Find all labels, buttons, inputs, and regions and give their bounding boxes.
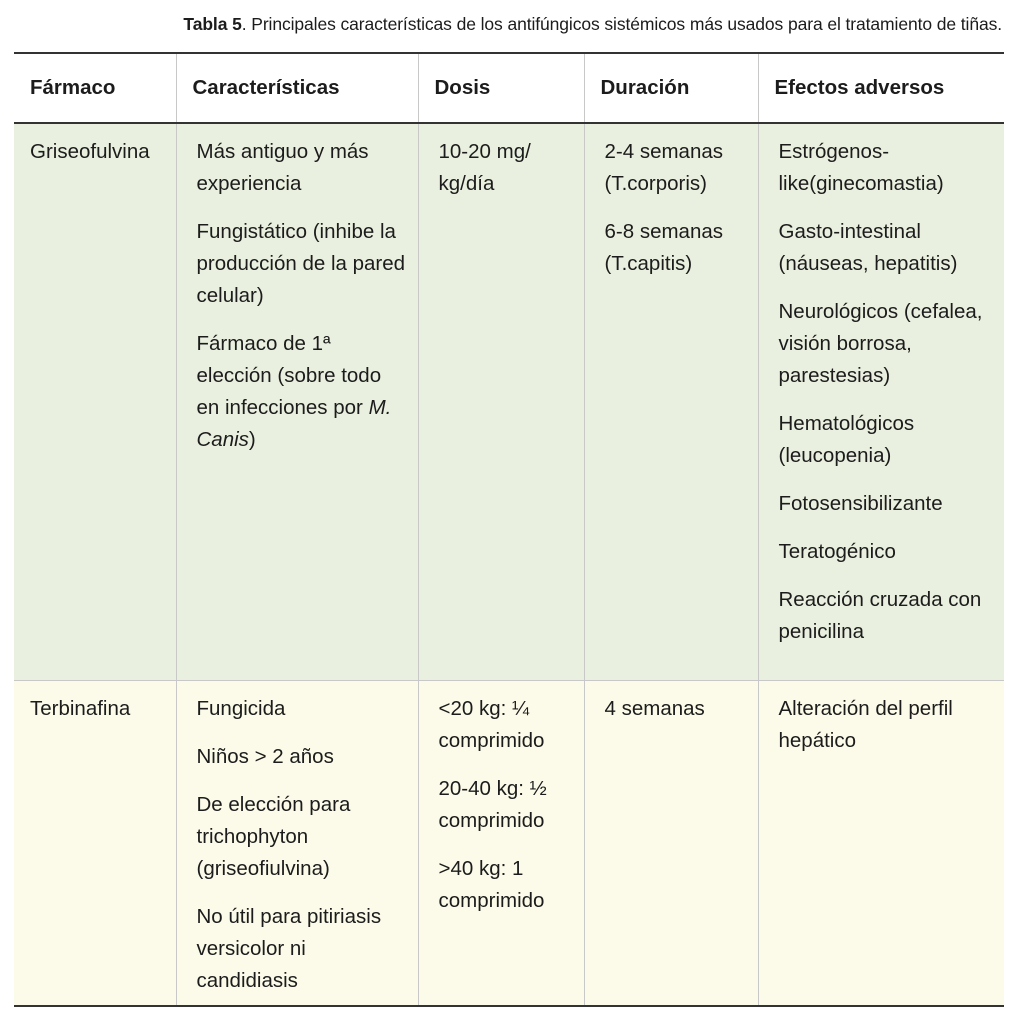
duration-cell bbox=[584, 680, 758, 1006]
characteristic-item: De elección para trichophyton (griseofiulvina) bbox=[196, 792, 351, 880]
duration-cell bbox=[584, 123, 758, 680]
table-caption bbox=[183, 14, 1002, 35]
dose-item: 20-40 kg: ½ comprimido bbox=[438, 776, 547, 832]
dose-cell bbox=[418, 680, 584, 1006]
characteristics-cell bbox=[176, 123, 418, 680]
characteristic-item: Más antiguo y más experiencia bbox=[196, 140, 369, 195]
adverse-effect-item: Neurológicos (cefalea, visión borrosa, parestesias) bbox=[778, 300, 983, 387]
table-row-terbinafina bbox=[14, 680, 1004, 1006]
characteristic-tail: ) bbox=[248, 428, 256, 451]
duration-item: 2-4 semanas (T.corporis) bbox=[604, 140, 724, 195]
header-caracteristicas: Características bbox=[176, 53, 418, 123]
characteristics-cell bbox=[176, 680, 418, 1006]
caption-label: Tabla 5 bbox=[183, 14, 242, 34]
characteristic-item: Fungistático (inhibe la producción de la pared celular) bbox=[196, 220, 406, 307]
adverse-effect-item: Reacción cruzada con penicilina bbox=[778, 588, 982, 643]
duration-item: 4 semanas bbox=[604, 696, 705, 720]
adverse-effect-item: Fotosensibilizante bbox=[778, 492, 943, 515]
header-dosis: Dosis bbox=[418, 53, 584, 123]
header-efectos: Efectos adversos bbox=[758, 53, 1004, 123]
adverse-effect-item: Teratogénico bbox=[778, 540, 896, 563]
table-row-griseofulvina bbox=[14, 123, 1004, 680]
adverse-effect-item: Gasto-intestinal (náuseas, hepatitis) bbox=[778, 220, 958, 275]
characteristic-italic: M. Canis bbox=[196, 396, 392, 451]
dose-item: 10-20 mg/ kg/día bbox=[438, 140, 531, 195]
header-row bbox=[14, 53, 1004, 123]
drug-name: Griseofulvina bbox=[30, 140, 150, 163]
duration-item: 6-8 semanas (T.capitis) bbox=[604, 220, 724, 275]
dose-item: >40 kg: 1 comprimido bbox=[438, 856, 545, 912]
characteristic-item: Fungicida bbox=[196, 696, 286, 720]
adverse-effects-cell bbox=[758, 123, 1004, 680]
characteristic-item bbox=[197, 328, 410, 456]
characteristic-item: Niños > 2 años bbox=[196, 744, 334, 768]
adverse-effect-item: Estrógenos-like(ginecomastia) bbox=[778, 140, 944, 195]
drug-name: Terbinafina bbox=[14, 680, 176, 1006]
antifungal-table bbox=[14, 52, 1004, 1007]
header-farmaco: Fármaco bbox=[14, 53, 176, 123]
dose-cell bbox=[418, 123, 584, 680]
caption-text: . Principales características de los antifúngicos sistémicos más usados para el tratamiento de tiñas. bbox=[241, 14, 1002, 34]
adverse-effects-cell bbox=[758, 680, 1004, 1006]
adverse-effect-item: Alteración del perfil hepático bbox=[778, 696, 953, 752]
characteristic-text: Fármaco de 1ª elección (sobre todo en infecciones por bbox=[196, 332, 382, 419]
dose-item: <20 kg: ¼ comprimido bbox=[438, 696, 545, 752]
adverse-effect-item: Hematológicos (leucopenia) bbox=[778, 412, 915, 467]
characteristic-item: No útil para pitiriasis versicolor ni candidiasis bbox=[196, 904, 382, 992]
header-duracion: Duración bbox=[584, 53, 758, 123]
